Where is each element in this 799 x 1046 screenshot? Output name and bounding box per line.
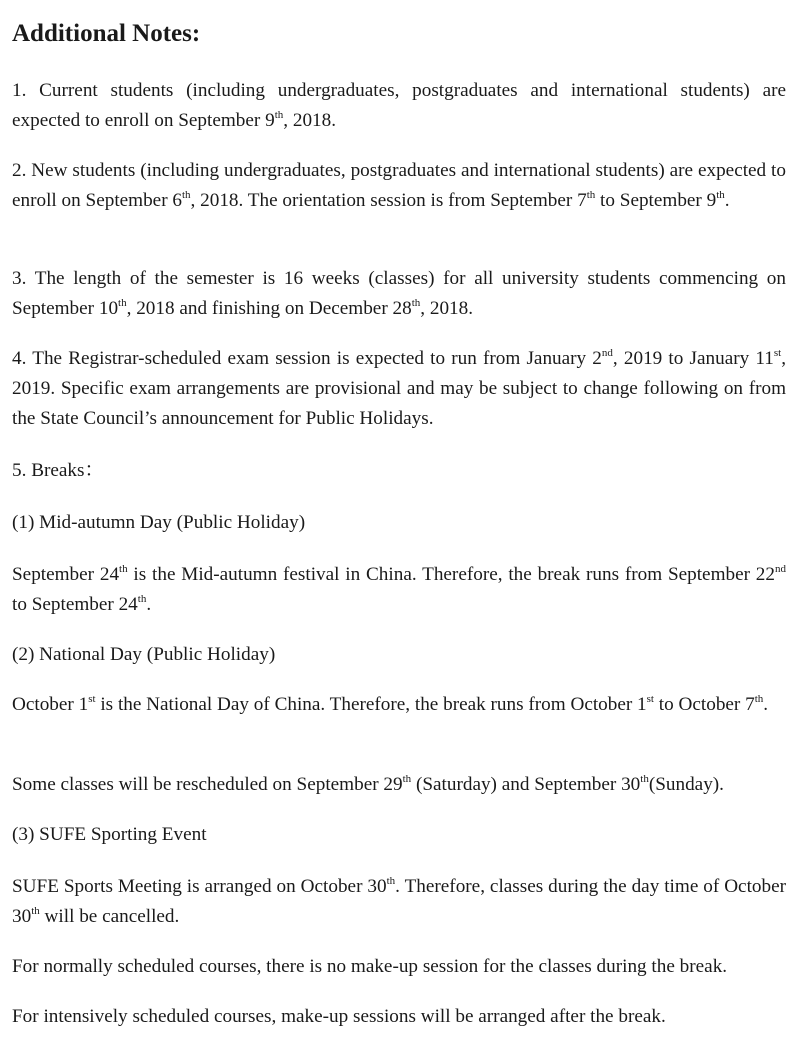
text-run: 5. Breaks： bbox=[12, 460, 104, 481]
text-run: 3. The length of the semester is 16 weeks (classes) for all university students commencing on September 10 bbox=[12, 268, 786, 319]
text-run: 4. The Registrar-scheduled exam session is expected to run from January 2 bbox=[12, 348, 602, 369]
ordinal-suffix: nd bbox=[601, 347, 613, 359]
text-run: (Saturday) and September 30 bbox=[411, 774, 641, 795]
ordinal-suffix: th bbox=[586, 189, 596, 201]
break-2-text bbox=[12, 690, 786, 720]
text-run: to September 9 bbox=[595, 190, 717, 211]
text-run: (1) Mid-autumn Day (Public Holiday) bbox=[12, 512, 306, 533]
ordinal-suffix: st bbox=[773, 347, 782, 359]
text-run: (3) SUFE Sporting Event bbox=[12, 824, 207, 845]
text-run: , 2018. bbox=[283, 110, 337, 131]
text-run: is the National Day of China. Therefore, the break runs from October 1 bbox=[95, 694, 647, 715]
break-3-text bbox=[12, 872, 786, 932]
break-2-reschedule bbox=[12, 770, 786, 800]
text-run: . bbox=[724, 190, 730, 211]
text-run: , 2018. The orientation session is from September 7 bbox=[190, 190, 587, 211]
ordinal-suffix: th bbox=[181, 189, 191, 201]
text-run: will be cancelled. bbox=[39, 906, 180, 927]
ordinal-suffix: st bbox=[646, 693, 654, 705]
break-1-text bbox=[12, 560, 786, 620]
text-run: , 2019. Specific exam arrangements are provisional and may be subject to change following on from the State Council’s announcement for Public Holidays. bbox=[12, 348, 786, 429]
text-run: , 2018. bbox=[420, 298, 474, 319]
text-run: to September 24 bbox=[12, 594, 138, 615]
text-run: September 24 bbox=[12, 564, 120, 585]
text-run: , 2019 to January 11 bbox=[612, 348, 774, 369]
break-1-heading bbox=[12, 508, 786, 538]
normal-courses-note bbox=[12, 952, 786, 982]
text-run: 1. Current students (including undergraduates, postgraduates and international students) are expected to enroll on September 9 bbox=[12, 80, 786, 131]
text-run: to October 7 bbox=[654, 694, 755, 715]
ordinal-suffix: th bbox=[716, 189, 725, 201]
ordinal-suffix: th bbox=[411, 297, 421, 309]
note-2 bbox=[12, 156, 786, 216]
ordinal-suffix: th bbox=[31, 905, 40, 917]
note-4 bbox=[12, 344, 786, 434]
text-run: . Therefore, classes during the day time of October 30 bbox=[12, 876, 786, 927]
ordinal-suffix: nd bbox=[775, 563, 786, 575]
note-5-heading bbox=[12, 456, 786, 486]
text-run: . bbox=[763, 694, 769, 715]
ordinal-suffix: th bbox=[754, 693, 764, 705]
page-title: Additional Notes: bbox=[12, 20, 201, 47]
ordinal-suffix: th bbox=[119, 563, 128, 575]
text-run: October 1 bbox=[12, 694, 89, 715]
text-run: (Sunday). bbox=[648, 774, 724, 795]
ordinal-suffix: th bbox=[402, 773, 412, 785]
note-1 bbox=[12, 76, 786, 136]
note-3 bbox=[12, 264, 786, 324]
ordinal-suffix: th bbox=[118, 297, 127, 309]
intensive-courses-note bbox=[12, 1002, 786, 1032]
text-run: . bbox=[146, 594, 152, 615]
ordinal-suffix: th bbox=[137, 593, 147, 605]
break-2-heading bbox=[12, 640, 786, 670]
text-run: For normally scheduled courses, there is no make-up session for the classes during the break. bbox=[12, 956, 728, 977]
ordinal-suffix: th bbox=[386, 875, 396, 887]
text-run: (2) National Day (Public Holiday) bbox=[12, 644, 276, 665]
ordinal-suffix: th bbox=[640, 773, 649, 785]
ordinal-suffix: th bbox=[274, 109, 284, 121]
text-run: , 2018 and finishing on December 28 bbox=[126, 298, 412, 319]
ordinal-suffix: st bbox=[88, 693, 96, 705]
text-run: For intensively scheduled courses, make-up sessions will be arranged after the break. bbox=[12, 1006, 666, 1027]
text-run: 2. New students (including undergraduates, postgraduates and international students) are expected to enroll on September 6 bbox=[12, 160, 786, 211]
break-3-heading bbox=[12, 820, 786, 850]
text-run: is the Mid-autumn festival in China. Therefore, the break runs from September 22 bbox=[127, 564, 775, 585]
text-run: Some classes will be rescheduled on September 29 bbox=[12, 774, 403, 795]
text-run: SUFE Sports Meeting is arranged on October 30 bbox=[12, 876, 387, 897]
